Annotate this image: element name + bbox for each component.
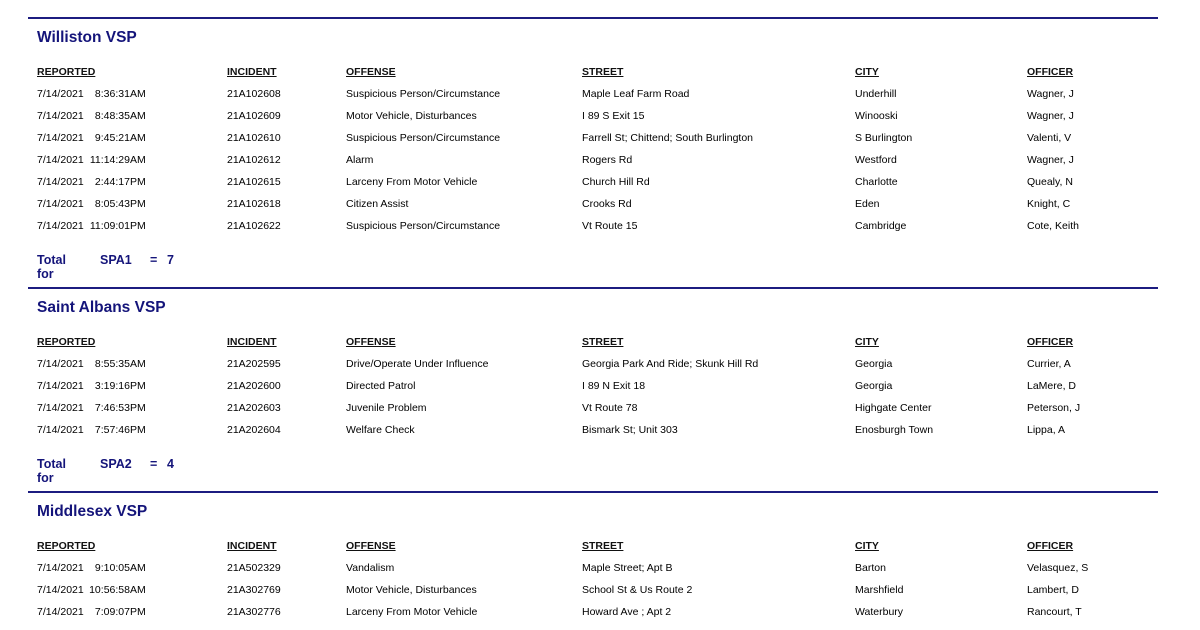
offense-cell: Suspicious Person/Circumstance <box>346 88 501 100</box>
incident-cell: 21A502329 <box>227 562 281 574</box>
incident-cell: 21A102622 <box>227 220 281 232</box>
city-cell: Eden <box>855 198 880 210</box>
incident-cell: 21A102612 <box>227 154 281 166</box>
officer-cell: Currier, A <box>1027 358 1071 370</box>
reported-time: 9:45:21AM <box>94 132 146 144</box>
header-reported: REPORTED <box>37 540 96 552</box>
header-officer: OFFICER <box>1027 66 1074 78</box>
officer-cell: LaMere, D <box>1027 380 1077 392</box>
officer-cell: Quealy, N <box>1027 176 1073 188</box>
street-cell: School St & Us Route 2 <box>582 584 693 596</box>
reported-date: 7/14/2021 <box>37 380 84 392</box>
reported-date: 7/14/2021 <box>37 154 84 166</box>
incident-cell: 21A202600 <box>227 380 281 392</box>
reported-time: 7:46:53PM <box>94 402 146 414</box>
reported-date: 7/14/2021 <box>37 220 84 232</box>
street-cell: Maple Street; Apt B <box>582 562 673 574</box>
reported-date: 7/14/2021 <box>37 606 84 618</box>
reported-cell <box>37 584 146 596</box>
city-cell: Charlotte <box>855 176 898 188</box>
city-cell: Waterbury <box>855 606 904 618</box>
reported-date: 7/14/2021 <box>37 176 84 188</box>
incident-cell: 21A102609 <box>227 110 281 122</box>
city-cell: Enosburgh Town <box>855 424 934 436</box>
incident-cell: 21A102610 <box>227 132 281 144</box>
reported-time: 8:05:43PM <box>94 198 146 210</box>
total-code: SPA1 <box>100 253 132 267</box>
street-cell: Farrell St; Chittend; South Burlington <box>582 132 754 144</box>
header-officer: OFFICER <box>1027 540 1074 552</box>
incident-cell: 21A102618 <box>227 198 281 210</box>
reported-time: 7:09:07PM <box>94 606 146 618</box>
officer-cell: Wagner, J <box>1027 110 1074 122</box>
section-divider <box>28 287 1158 289</box>
section-title: Williston VSP <box>37 29 137 46</box>
incident-cell: 21A302776 <box>227 606 281 618</box>
reported-date: 7/14/2021 <box>37 402 84 414</box>
reported-time: 8:48:35AM <box>94 110 146 122</box>
offense-cell: Larceny From Motor Vehicle <box>346 176 478 188</box>
street-cell: Church Hill Rd <box>582 176 650 188</box>
street-cell: Bismark St; Unit 303 <box>582 424 678 436</box>
reported-cell <box>37 380 146 392</box>
reported-date: 7/14/2021 <box>37 132 84 144</box>
reported-cell <box>37 424 146 436</box>
header-incident: INCIDENT <box>227 540 277 552</box>
header-reported: REPORTED <box>37 66 96 78</box>
reported-time: 8:55:35AM <box>94 358 146 370</box>
total-equals: = <box>150 253 158 267</box>
city-cell: Underhill <box>855 88 897 100</box>
reported-time: 8:36:31AM <box>94 88 146 100</box>
reported-cell <box>37 176 146 188</box>
officer-cell: Lambert, D <box>1027 584 1079 596</box>
total-equals: = <box>150 457 158 471</box>
reported-cell <box>37 358 146 370</box>
city-cell: Winooski <box>855 110 898 122</box>
incident-cell: 21A302769 <box>227 584 281 596</box>
header-officer: OFFICER <box>1027 336 1074 348</box>
total-label: Total for <box>37 457 66 485</box>
officer-cell: Lippa, A <box>1027 424 1065 436</box>
reported-time: 11:14:29AM <box>89 154 146 166</box>
reported-cell <box>37 88 146 100</box>
reported-cell <box>37 220 146 232</box>
reported-date: 7/14/2021 <box>37 198 84 210</box>
officer-cell: Knight, C <box>1027 198 1071 210</box>
street-cell: Georgia Park And Ride; Skunk Hill Rd <box>582 358 759 370</box>
officer-cell: Valenti, V <box>1027 132 1072 144</box>
city-cell: Georgia <box>855 358 893 370</box>
reported-date: 7/14/2021 <box>37 110 84 122</box>
header-street: STREET <box>582 66 624 78</box>
offense-cell: Vandalism <box>346 562 395 574</box>
header-offense: OFFENSE <box>346 540 396 552</box>
street-cell: Howard Ave ; Apt 2 <box>582 606 672 618</box>
reported-time: 3:19:16PM <box>94 380 146 392</box>
incident-cell: 21A202603 <box>227 402 281 414</box>
offense-cell: Motor Vehicle, Disturbances <box>346 584 477 596</box>
offense-cell: Juvenile Problem <box>346 402 427 414</box>
officer-cell: Cote, Keith <box>1027 220 1079 232</box>
header-street: STREET <box>582 540 624 552</box>
reported-time: 2:44:17PM <box>94 176 146 188</box>
header-incident: INCIDENT <box>227 336 277 348</box>
offense-cell: Larceny From Motor Vehicle <box>346 606 478 618</box>
reported-time: 7:57:46PM <box>94 424 146 436</box>
street-cell: I 89 S Exit 15 <box>582 110 645 122</box>
header-offense: OFFENSE <box>346 336 396 348</box>
street-cell: Maple Leaf Farm Road <box>582 88 690 100</box>
city-cell: Marshfield <box>855 584 904 596</box>
section-divider <box>28 491 1158 493</box>
street-cell: Crooks Rd <box>582 198 632 210</box>
officer-cell: Rancourt, T <box>1027 606 1082 618</box>
offense-cell: Suspicious Person/Circumstance <box>346 132 501 144</box>
reported-date: 7/14/2021 <box>37 424 84 436</box>
incident-cell: 21A202604 <box>227 424 281 436</box>
reported-time: 11:09:01PM <box>89 220 146 232</box>
section-divider <box>28 17 1158 19</box>
city-cell: Georgia <box>855 380 893 392</box>
incident-cell: 21A202595 <box>227 358 281 370</box>
reported-cell <box>37 562 146 574</box>
offense-cell: Citizen Assist <box>346 198 409 210</box>
reported-date: 7/14/2021 <box>37 88 84 100</box>
total-count: 4 <box>167 457 174 471</box>
header-city: CITY <box>855 66 879 78</box>
total-count: 7 <box>167 253 174 267</box>
street-cell: Vt Route 78 <box>582 402 638 414</box>
street-cell: I 89 N Exit 18 <box>582 380 646 392</box>
offense-cell: Directed Patrol <box>346 380 416 392</box>
section-title: Middlesex VSP <box>37 503 148 520</box>
reported-time: 10:56:58AM <box>89 584 146 596</box>
officer-cell: Wagner, J <box>1027 88 1074 100</box>
total-label: Total for <box>37 253 66 281</box>
reported-cell <box>37 110 146 122</box>
city-cell: Westford <box>855 154 897 166</box>
reported-date: 7/14/2021 <box>37 584 84 596</box>
street-cell: Vt Route 15 <box>582 220 638 232</box>
city-cell: Barton <box>855 562 886 574</box>
offense-cell: Suspicious Person/Circumstance <box>346 220 501 232</box>
total-code: SPA2 <box>100 457 132 471</box>
header-offense: OFFENSE <box>346 66 396 78</box>
street-cell: Rogers Rd <box>582 154 633 166</box>
city-cell: Highgate Center <box>855 402 932 414</box>
offense-cell: Alarm <box>346 154 374 166</box>
section-title: Saint Albans VSP <box>37 299 166 316</box>
header-city: CITY <box>855 540 879 552</box>
reported-cell <box>37 154 146 166</box>
officer-cell: Velasquez, S <box>1027 562 1089 574</box>
reported-cell <box>37 402 146 414</box>
header-street: STREET <box>582 336 624 348</box>
header-incident: INCIDENT <box>227 66 277 78</box>
offense-cell: Welfare Check <box>346 424 415 436</box>
officer-cell: Wagner, J <box>1027 154 1074 166</box>
reported-cell <box>37 198 146 210</box>
reported-cell <box>37 606 146 618</box>
incident-cell: 21A102608 <box>227 88 281 100</box>
city-cell: S Burlington <box>855 132 913 144</box>
city-cell: Cambridge <box>855 220 907 232</box>
reported-date: 7/14/2021 <box>37 562 84 574</box>
reported-date: 7/14/2021 <box>37 358 84 370</box>
offense-cell: Drive/Operate Under Influence <box>346 358 489 370</box>
header-reported: REPORTED <box>37 336 96 348</box>
reported-time: 9:10:05AM <box>94 562 146 574</box>
header-city: CITY <box>855 336 879 348</box>
officer-cell: Peterson, J <box>1027 402 1081 414</box>
offense-cell: Motor Vehicle, Disturbances <box>346 110 477 122</box>
incident-cell: 21A102615 <box>227 176 281 188</box>
reported-cell <box>37 132 146 144</box>
